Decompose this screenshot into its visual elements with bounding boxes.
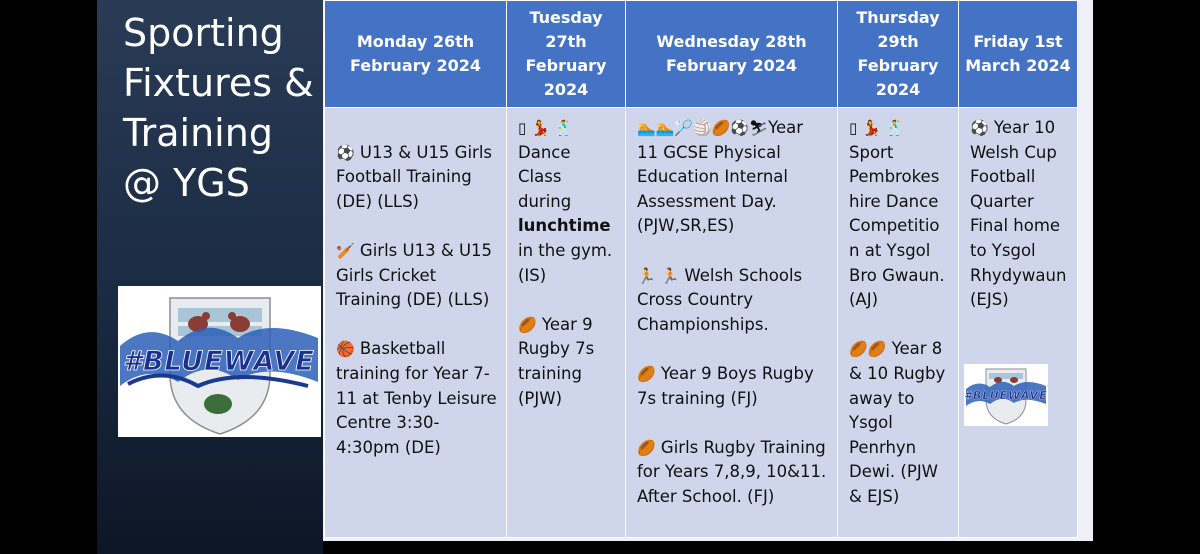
list-item [518,313,617,411]
header-wednesday: Wednesday 28th February 2024 [626,1,838,108]
list-item [518,116,617,288]
logo-text: #BLUEWAVE [964,389,1048,402]
entry-text: Basketball training for Year 7-11 at Tenby Leisure Centre 3:30-4:30pm (DE) [336,339,497,457]
entry-text: Year 11 GCSE Physical Education Internal Assessment Day. (PJW,SR,ES) [637,118,804,236]
list-item [637,264,829,338]
entry-text: Girls Rugby Training for Years 7,8,9, 10&11. After School. (FJ) [637,437,827,506]
list-item [970,116,1069,313]
entry-text: U13 & U15 Girls Football Training (DE) (LLS) [336,142,493,211]
entry-text: Year 8 & 10 Rugby away to Ysgol Penrhyn Dewi. (PJW & EJS) [849,339,946,506]
dance-icon: ▯ 💃 🕺 [849,119,905,137]
list-item [336,141,498,215]
dance-icon: ▯ 💃 🕺 [518,119,574,137]
entry-text: Sport Pembrokes hire Dance Competitio n at Ysgol Bro Gwaun. (AJ) [849,142,945,310]
list-item [637,116,829,239]
entry-text: Dance Class during [518,142,572,211]
cell-friday [959,108,1078,538]
list-item [637,362,829,411]
bluewave-logo-graphic [118,286,321,437]
cell-monday [325,108,507,538]
rugby-ball-icon: 🏉🏉 [849,340,887,359]
cell-tuesday [507,108,626,538]
basketball-icon: 🏀 [336,340,355,359]
bluewave-logo [118,286,321,437]
header-monday: Monday 26th February 2024 [325,1,507,108]
cell-wednesday [626,108,838,538]
runner-icon: 🏃 🏃 [637,266,680,285]
rugby-ball-icon: 🏉 [637,438,656,457]
list-item [336,337,498,460]
entry-text: Girls U13 & U15 Girls Cricket Training (DE) (LLS) [336,240,493,310]
header-tuesday: Tuesday 27th February 2024 [507,1,626,108]
list-item [849,116,950,313]
header-thursday: Thursday 29th February 2024 [838,1,959,108]
football-icon: ⚽ [970,119,989,137]
list-item [849,337,950,509]
cricket-icon: 🏏 [336,241,355,260]
bluewave-logo-small-graphic [964,364,1048,426]
logo-text: #BLUEWAVE [123,346,315,377]
entry-text: Year 9 Rugby 7s training (PJW) [518,314,595,408]
entry-text: Year 10 Welsh Cup Football Quarter Final home to Ysgol Rhydywaun (EJS) [970,118,1067,310]
sports-icons: 🏊🏊🏸🏐🏉⚽⛷ [637,119,769,137]
header-friday: Friday 1st March 2024 [959,1,1078,108]
entry-text: Year 9 Boys Rugby 7s training (FJ) [637,363,814,408]
entry-text: Welsh Schools Cross Country Championships. [637,265,803,334]
slide-title: Sporting Fixtures & Training @ YGS [123,11,314,205]
entry-text-bold: lunchtime [518,216,611,236]
rugby-ball-icon: 🏉 [518,315,537,334]
schedule-table [324,0,1078,538]
rugby-ball-icon: 🏉 [637,364,656,383]
bluewave-logo-small [964,364,1048,426]
entry-text: in the gym. (IS) [518,240,613,285]
list-item [336,239,498,313]
football-icon: ⚽ [336,143,355,162]
cell-thursday [838,108,959,538]
list-item [637,436,829,510]
